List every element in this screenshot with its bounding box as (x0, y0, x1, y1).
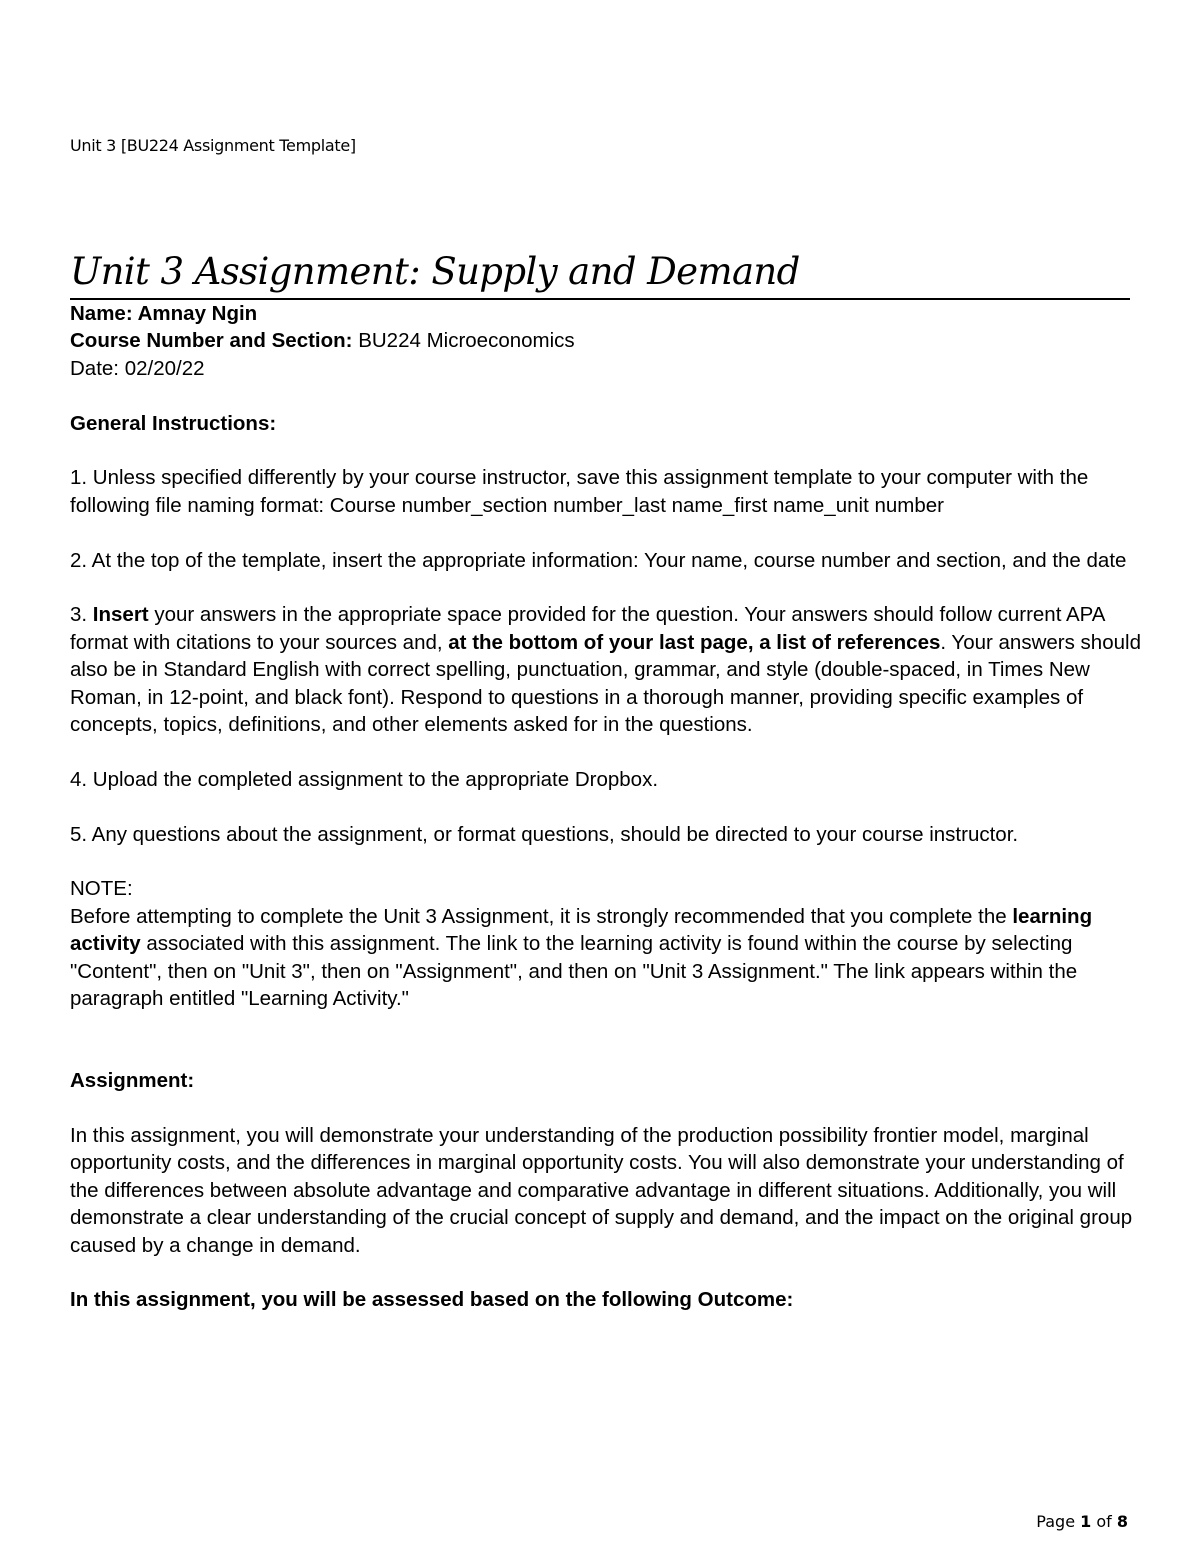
page-number: Page 1 of 8 (1036, 1512, 1128, 1531)
name-line (70, 300, 1145, 327)
instruction-2: 2. At the top of the template, insert the appropriate information: Your name, course number and section, and the date (70, 548, 1127, 572)
instruction-3: 3. Insert your answers in the appropriate space provided for the question. Your answers should follow current APA format with citations to your sources and, at the bottom of your last page, a list of references. Your answers should also be in Standard English with correct spelling, punctuation, grammar, and style (double-spaced, in Times New Roman, in 12-point, and black font). Respond to questions in a thorough manner, providing specific examples of concepts, topics, definitions, and other elements asked for in the questions. (70, 603, 1141, 737)
name-label: Name: (70, 302, 138, 325)
date-line: Date: 02/20/22 (70, 356, 205, 380)
general-instructions-heading: General Instructions: (70, 411, 277, 435)
instruction-5: 5. Any questions about the assignment, or format questions, should be directed to your course instructor. (70, 822, 1019, 846)
course-line (70, 327, 1145, 354)
assignment-text: In this assignment, you will demonstrate your understanding of the production possibility frontier model, marginal opportunity costs, and the differences in marginal opportunity costs. You will also demonstrate your understanding of the differences between absolute advantage and comparative advantage in different situations. Additionally, you will demonstrate a clear understanding of the crucial concept of supply and demand, and the impact on the original group caused by a change in demand. (70, 1124, 1133, 1257)
instruction-1: 1. Unless specified differently by your course instructor, save this assignment template to your computer with the following file naming format: Course number_section number_last name_first name_unit number (70, 466, 1089, 517)
document-body (70, 300, 1145, 1314)
page-title: Unit 3 Assignment: Supply and Demand (70, 248, 1130, 300)
note-text: Before attempting to complete the Unit 3 Assignment, it is strongly recommended that you complete the learning activity associated with this assignment. The link to the learning activity is found within the course by selecting "Content", then on "Unit 3", then on "Assignment", and then on "Unit 3 Assignment." The link appears within the paragraph entitled "Learning Activity." (70, 904, 1093, 1011)
assignment-heading: Assignment: (70, 1069, 195, 1093)
note-label: NOTE: (70, 877, 133, 901)
outcome-heading: In this assignment, you will be assessed based on the following Outcome: (70, 1288, 794, 1312)
course-value: BU224 Microeconomics (358, 329, 575, 353)
course-label: Course Number and Section: (70, 329, 359, 353)
name-value: Amnay Ngin (137, 302, 258, 325)
running-header: Unit 3 [BU224 Assignment Template] (70, 136, 356, 155)
instruction-4: 4. Upload the completed assignment to the appropriate Dropbox. (70, 767, 659, 791)
